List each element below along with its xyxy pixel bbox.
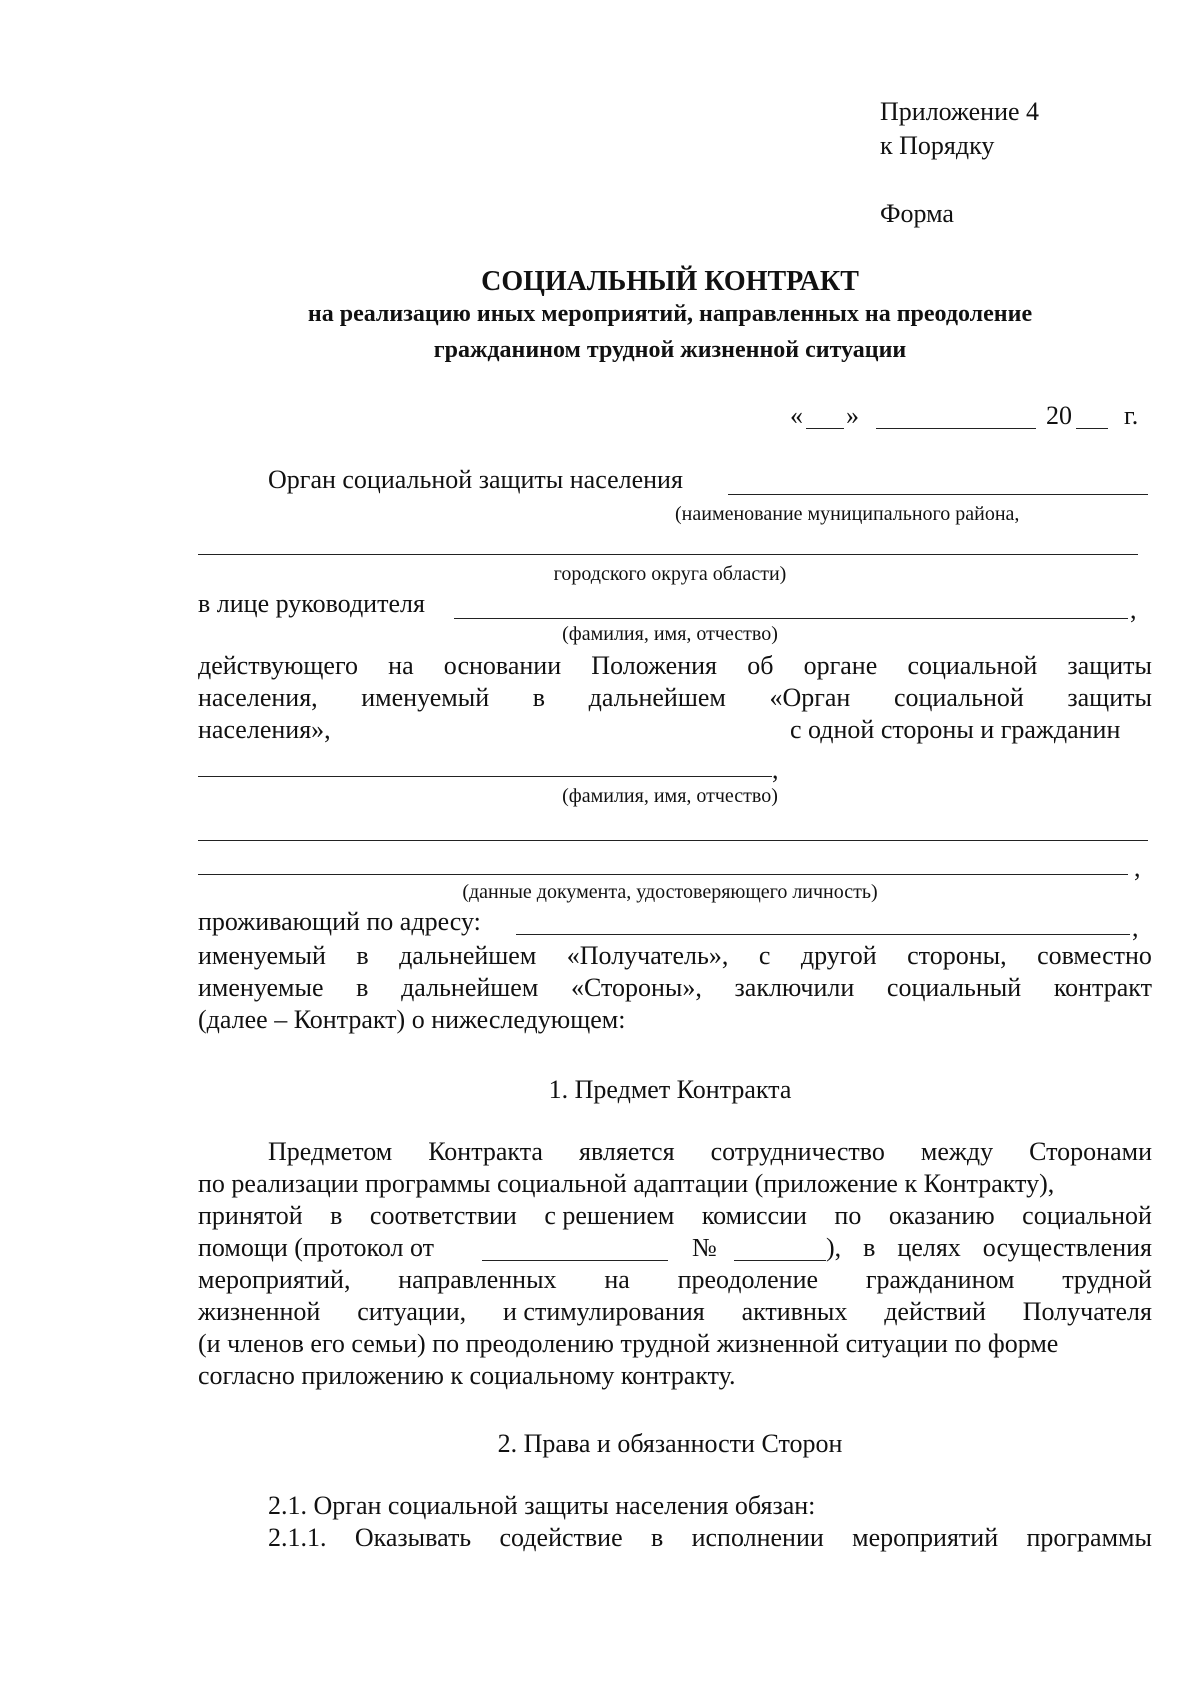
- s1-line-1: Предметом Контракта является сотрудничество между Сторонами: [268, 1137, 1152, 1166]
- day-blank[interactable]: [806, 428, 844, 429]
- document-subtitle-2: гражданином трудной жизненной ситуации: [433, 337, 907, 363]
- address-label: проживающий по адресу:: [198, 907, 481, 936]
- month-blank[interactable]: [876, 428, 1036, 429]
- date-quote-close: »: [846, 401, 859, 430]
- organ-name-blank[interactable]: [728, 494, 1148, 495]
- year-suffix: г.: [1124, 401, 1139, 430]
- section1-heading: 1. Предмет Контракта: [548, 1075, 792, 1104]
- s1-line-8: согласно приложению к социальному контракту.: [198, 1361, 736, 1390]
- doc-blank-1[interactable]: [198, 840, 1148, 841]
- doc-comma: ,: [1134, 853, 1141, 882]
- para-line-3-right: с одной стороны и гражданин: [790, 715, 1121, 744]
- address-blank[interactable]: [516, 934, 1130, 935]
- appendix-label: Приложение 4: [880, 97, 1040, 126]
- para-line-2: населения, именуемый в дальнейшем «Орган социальной защиты: [198, 683, 1152, 712]
- hint-district-2: городского округа области): [553, 563, 787, 585]
- protocol-date-blank[interactable]: [482, 1260, 668, 1261]
- para-line-1: действующего на основании Положения об органе социальной защиты: [198, 651, 1152, 680]
- doc-blank-2[interactable]: [198, 874, 1128, 875]
- citizen-comma: ,: [772, 755, 779, 784]
- s1-line-6: жизненной ситуации, и стимулирования активных действий Получателя: [198, 1297, 1152, 1326]
- head-label: в лице руководителя: [198, 589, 425, 618]
- form-label: Форма: [880, 199, 954, 228]
- para-line-5: именуемые в дальнейшем «Стороны», заключили социальный контракт: [198, 973, 1152, 1002]
- protocol-number-sign: №: [692, 1233, 717, 1262]
- para-line-3-left: населения»,: [198, 715, 331, 744]
- hint-doc: (данные документа, удостоверяющего личность): [462, 881, 878, 903]
- protocol-number-blank[interactable]: [734, 1260, 826, 1261]
- s1-line-4-b: ), в целях осуществления: [826, 1233, 1152, 1262]
- s1-line-2: по реализации программы социальной адаптации (приложение к Контракту),: [198, 1169, 1055, 1198]
- para-line-4: именуемый в дальнейшем «Получатель», с другой стороны, совместно: [198, 941, 1152, 970]
- hint-fio-2: (фамилия, имя, отчество): [562, 785, 778, 807]
- s1-line-7: (и членов его семьи) по преодолению трудной жизненной ситуации по форме: [198, 1329, 1059, 1358]
- organ-name-blank-2[interactable]: [198, 554, 1138, 555]
- s1-line-3: принятой в соответствии с решением комиссии по оказанию социальной: [198, 1201, 1152, 1230]
- year-prefix: 20: [1046, 401, 1072, 430]
- organ-label: Орган социальной защиты населения: [268, 465, 683, 494]
- document-title: СОЦИАЛЬНЫЙ КОНТРАКТ: [481, 266, 859, 297]
- head-comma: ,: [1130, 595, 1137, 624]
- section2-heading: 2. Права и обязанности Сторон: [497, 1429, 843, 1458]
- s2-p2: 2.1.1. Оказывать содействие в исполнении мероприятий программы: [268, 1523, 1152, 1552]
- s1-line-4-a: помощи (протокол от: [198, 1233, 435, 1262]
- citizen-fio-blank[interactable]: [198, 776, 772, 777]
- order-label: к Порядку: [880, 131, 995, 160]
- document-subtitle-1: на реализацию иных мероприятий, направленных на преодоление: [307, 301, 1033, 327]
- head-fio-blank[interactable]: [454, 618, 1128, 619]
- address-comma: ,: [1132, 913, 1139, 942]
- hint-fio: (фамилия, имя, отчество): [562, 623, 778, 645]
- date-quote-open: «: [790, 401, 803, 430]
- para-line-6: (далее – Контракт) о нижеследующем:: [198, 1005, 626, 1034]
- hint-district: (наименование муниципального района,: [675, 503, 1020, 525]
- year-blank[interactable]: [1076, 428, 1108, 429]
- s2-p1: 2.1. Орган социальной защиты населения обязан:: [268, 1491, 816, 1520]
- s1-line-5: мероприятий, направленных на преодоление гражданином трудной: [198, 1265, 1152, 1294]
